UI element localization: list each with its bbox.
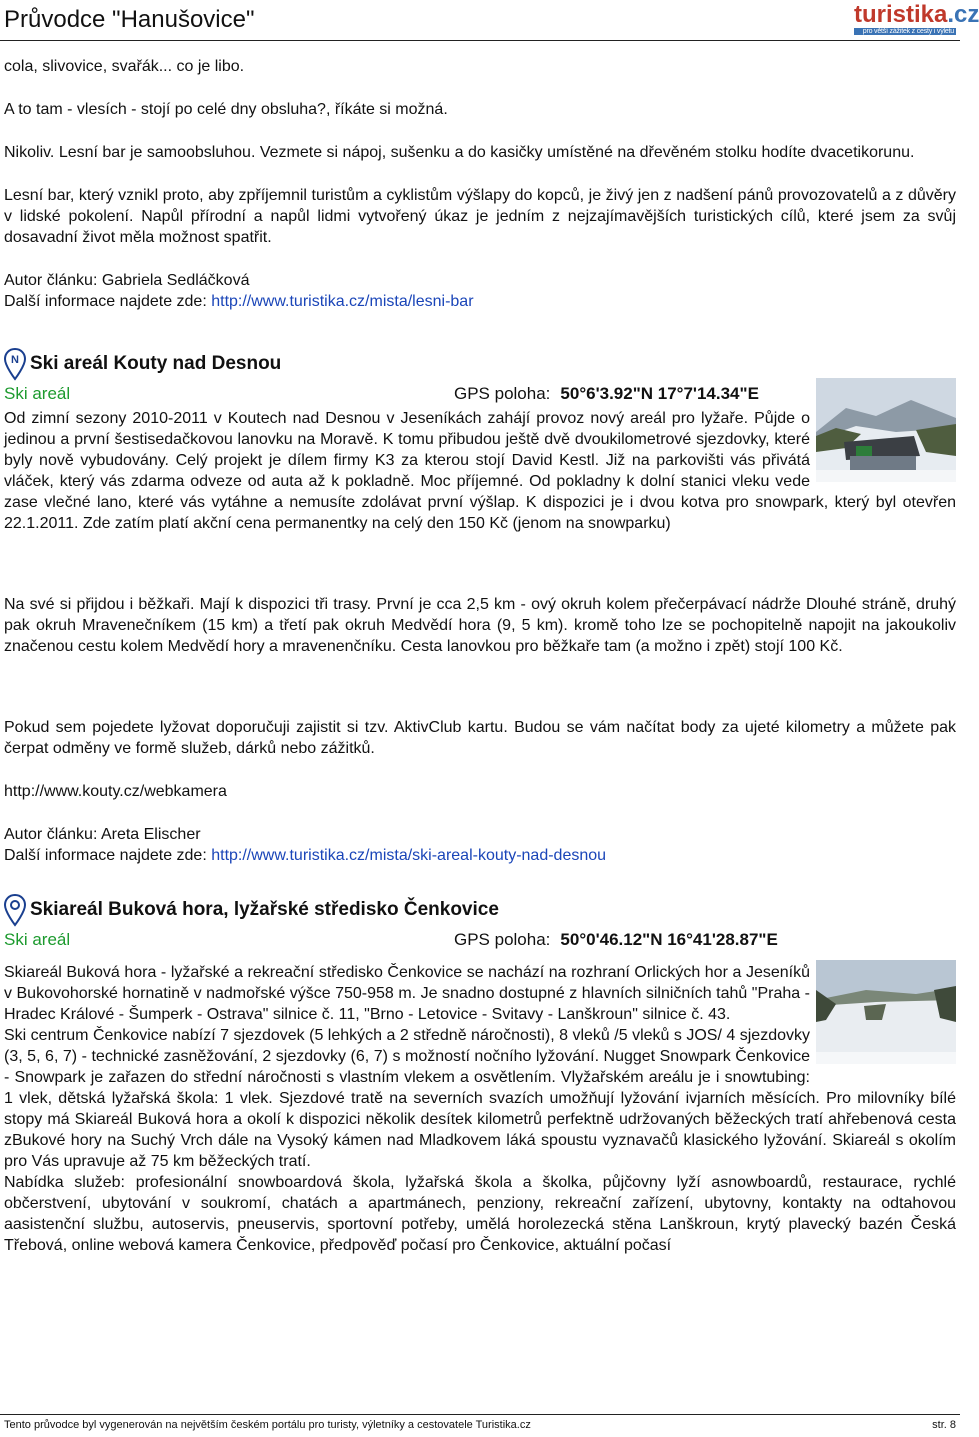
paragraph: Skiareál Buková hora - lyžařské a rekreační středisko Čenkovice se nachází na rozhraní Orlických hor a Jeseníků v Bukovohorské hornatině v nadmořské výšce 750-958 m. Je snadno dostupné z hlavních silničních tahů "Praha - Hradec Králové - Šumperk - Ostrava" silnice č. 11, "Brno - Letovice - Svitavy - Lanškroun" silnice č. 43. — [4, 964, 810, 1023]
more-info-label: Další informace najdete zde: — [4, 847, 212, 864]
map-pin-icon — [4, 894, 26, 926]
paragraph: Na své si přijdou i běžkaři. Mají k dispozici tři trasy. První je cca 2,5 km - ový okruh kolem přečerpávací nádrže Dlouhé stráně, druhý pak okruh Mravenečníkem (15 km) a třetí pak okruh Medvědí hora (9, 5 km). kromě toho lze se pochopitelně napojit na jakoukoliv značenou cestu kolem Medvědí hory a mravenenčníku. Cesta lanovkou pro běžkaře tam (a možno i zpět) stojí 100 Kč. — [4, 596, 956, 655]
paragraph: cola, slivovice, svařák... co je libo. — [4, 58, 245, 75]
snowy-slope-photo — [816, 960, 956, 1064]
map-pin-n-icon — [4, 348, 26, 380]
logo-tld-text: .cz — [947, 1, 979, 28]
svg-text:N: N — [11, 354, 19, 366]
article-author: Autor článku: Gabriela Sedláčková — [4, 272, 250, 289]
place-category: Ski areál — [4, 384, 71, 403]
place-info-row — [4, 930, 956, 954]
more-info-line — [4, 845, 956, 866]
page-number: str. 8 — [932, 1419, 956, 1431]
place-heading — [4, 894, 956, 930]
paragraph: Pokud sem pojedete lyžovat doporučuji zajistit si tzv. AktivClub kartu. Budou se vám načítat body za ujeté kilometry a můžete pak čerpat odměny ve formě služeb, dárků nebo zážitků. — [4, 719, 956, 757]
paragraph: Lesní bar, který vznikl proto, aby zpříjemnil turistům a cyklistům výšlapy do kopců, je živý jen z nadšení pánů provozovatelů a z důvěry v lidské pokolení. Napůl přírodní a napůl lidmi vytvořený úkaz je jedním z nejzajímavějších turistických cílů, které jsem za svůj dosavadní život měla možnost spatřit. — [4, 187, 956, 246]
article-author: Autor článku: Areta Elischer — [4, 826, 201, 843]
paragraph: Nikoliv. Lesní bar je samoobsluhou. Vezmete si nápoj, sušenku a do kasičky umístěné na dřevěném stolku hodíte dvacetikorunu. — [4, 144, 915, 161]
gps-value: 50°6'3.92"N 17°7'14.34"E — [560, 384, 759, 403]
place-category: Ski areál — [4, 930, 71, 949]
gps-location — [454, 930, 778, 950]
more-info-line — [4, 291, 956, 312]
logo-tagline: pro větší zážitek z cesty i výletu — [854, 28, 956, 35]
more-info-label: Další informace najdete zde: — [4, 293, 212, 310]
paragraph: Ski centrum Čenkovice nabízí 7 sjezdovek (5 lehkých a 2 středně náročnosti), 8 vleků /5 vleků s JOS/ 4 sjezdovky (3, 5, 6, 7) - technické zasněžování, 2 sjezdovky (6, 7) s možností nočního lyžování. Nugget Snowpark Čenkovice - Snowpark je zařazen do střední náročnosti s vlastním vlekem a osvětlením. Vlyžařském areálu je i snowtubing: 1 vlek, dětská lyžařská škola: 1 vlek. Sjezdové tratě na severních svazích umožňují lyžování ivjarních měsících. Pro milovníky bílé stopy má Skiareál Buková hora a okolí k dispozici několik desítek kilometrů perfektně udržovaných běžeckých tratí ahřebenová cesta zBukové hory na Suchý Vrch dále na Vysoký kámen nad Mladkovem láká spoustu vyznavačů klasického lyžování. Skiareál s okolím pro Vás upravuje až 75 km běžeckých tratí. — [4, 1027, 956, 1170]
guide-content — [4, 56, 956, 1256]
gps-location — [454, 384, 759, 404]
paragraph: Od zimní sezony 2010-2011 v Koutech nad Desnou v Jeseníkách zahájí provoz nový areál pro lyžaře. Půjde o jedinou a první šestisedačkovou lanovku na Moravě. K tomu přibudou ještě dvě dvoukilometrové sjezdovky, které byly nově vybudovány. Celý projekt je dílem firmy K3 za kterou stojí David Kestl. Již na parkovišti vás přivátá vláček, který vás zdarma odveze od auta až k pokladně. Moc příjemné. Od pokladny k dolní stanici vleku vede zase vlečné lano, které vás vytáhne a nemusíte zdolávat první výšlap. K dispozici je i dvou kotva pro snowpark, který byl otevřen 22.1.2011. Zde zatím platí akční cena permanentky na celý den 150 Kč (jenom na snowparku) — [4, 410, 956, 532]
paragraph: http://www.kouty.cz/webkamera — [4, 783, 227, 800]
footer-note: Tento průvodce byl vygenerován na největším českém portálu pro turisty, výletníky a cestovatele Turistika.cz — [4, 1419, 531, 1431]
place-heading — [4, 348, 956, 384]
page-footer — [0, 1414, 960, 1437]
more-info-link[interactable]: http://www.turistika.cz/mista/lesni-bar — [211, 293, 474, 310]
gps-label: GPS poloha: — [454, 384, 551, 403]
logo-main-text: turistika — [854, 1, 948, 28]
place-info-row — [4, 384, 956, 408]
page-header — [0, 0, 979, 41]
place-title[interactable]: Skiareál Buková hora, lyžařské středisko Čenkovice — [30, 899, 499, 920]
turistika-logo[interactable] — [854, 1, 979, 37]
paragraph: A to tam - vlesích - stojí po celé dny obsluha?, říkáte si možná. — [4, 101, 448, 118]
gps-label: GPS poloha: — [454, 930, 551, 949]
gps-value: 50°0'46.12"N 16°41'28.87"E — [560, 930, 778, 949]
page-title: Průvodce "Hanušovice" — [4, 6, 255, 33]
paragraph: Nabídka služeb: profesionální snowboardová škola, lyžařská škola a školka, půjčovny lyží asnowboardů, restaurace, rychlé občerstvení, ubytování v soukromí, chatách a apartmánech, penziony, rekreační zařízení, ubytovny, kontakty na odtahovou aasistenční službu, autoservis, pneuservis, sportovní potřeby, umělá horolezecká stěna Lanškroun, krytý plavecký bazén Česká Třebová, online webová kamera Čenkovice, předpověď počasí pro Čenkovice, aktuální počasí — [4, 1174, 956, 1254]
place-title[interactable]: Ski areál Kouty nad Desnou — [30, 353, 282, 374]
more-info-link[interactable]: http://www.turistika.cz/mista/ski-areal-kouty-nad-desnou — [211, 847, 607, 864]
